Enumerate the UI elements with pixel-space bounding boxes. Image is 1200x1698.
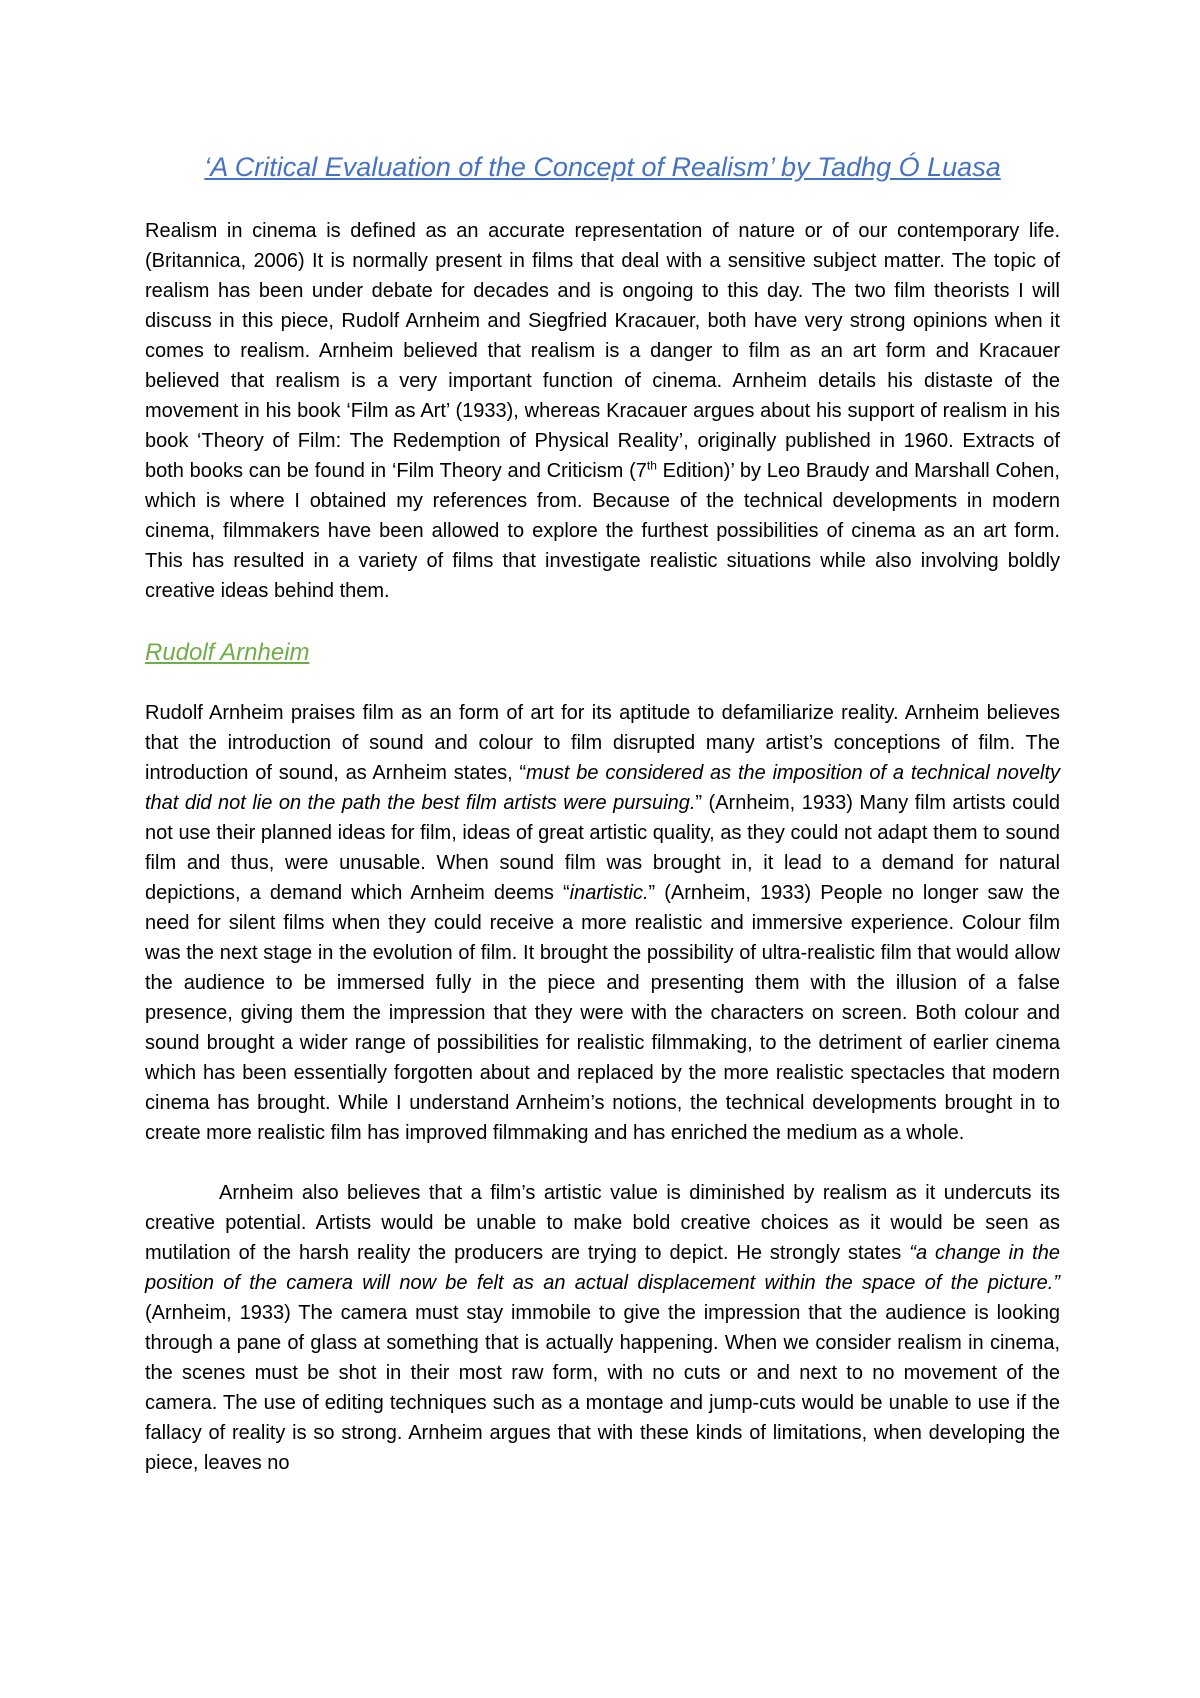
p2-text-2: (Arnheim, 1933) The camera must stay immobile to give the impression that the audience is looking through a pane of glass at something that is actually happening. When we consider realism in cinema, the scenes must be shot in their most raw form, with no cuts or and next to no movement of the camera. The use of editing techniques such as a montage and jump-cuts would be unable to use if the fallacy of reality is so strong. Arnheim argues that with these kinds of limitations, when developing the piece, leaves no [145,1302,1060,1474]
p1-text-1: Rudolf Arnheim praises film as an form of art for its aptitude to defamiliarize reality. Arnheim believes that the introduction of sound and colour to film disrupted many artist’s conceptions of film. The introduction of sound, as Arnheim states, “ [145,702,1060,784]
intro-superscript: th [646,458,657,473]
paragraph-gap [145,1148,1060,1178]
p2-text-1: Arnheim also believes that a film’s artistic value is diminished by realism as it undercuts its creative potential. Artists would be unable to make bold creative choices as it would be seen as mutilation of the harsh reality the producers are trying to depict. He strongly states [145,1182,1060,1264]
p1-text-3: ” (Arnheim, 1933) People no longer saw the need for silent films when they could receive a more realistic and immersive experience. Colour film was the next stage in the evolution of film. It brought the possibility of ultra-realistic film that would allow the audience to be immersed fully in the piece and presenting them with the illusion of a false presence, giving them the impression that they were with the characters on screen. Both colour and sound brought a wider range of possibilities for realistic filmmaking, to the detriment of earlier cinema which has been essentially forgotten about and replaced by the more realistic spectacles that modern cinema has brought. While I understand Arnheim’s notions, the technical developments brought in to create more realistic film has improved filmmaking and has enriched the medium as a whole. [145,882,1061,1144]
arnheim-paragraph-2 [145,1178,1060,1478]
p1-quote-1: must be considered as the imposition of a technical novelty that did not lie on the path the best film artists were pursuing. [145,762,1060,814]
intro-text-2: Edition)’ by Leo Braudy and Marshall Cohen, which is where I obtained my references from. Because of the technical developments in modern cinema, filmmakers have been allowed to explore the furthest possibilities of cinema as an art form. This has resulted in a variety of films that investigate realistic situations while also involving boldly creative ideas behind them. [145,460,1060,602]
p2-quote-1: “a change in the position of the camera will now be felt as an actual displacement within the space of the picture.” [145,1242,1060,1294]
arnheim-paragraph-1 [145,698,1060,1148]
intro-paragraph [145,216,1060,606]
p1-quote-2: inartistic. [569,882,649,904]
document-title: ‘A Critical Evaluation of the Concept of Realism’ by Tadhg Ó Luasa [204,152,1001,182]
section-heading: Rudolf Arnheim [145,639,310,666]
p1-text-2: ” (Arnheim, 1933) Many film artists could not use their planned ideas for film, ideas of great artistic quality, as they could not adapt them to sound film and thus, were unusable. When sound film was brought in, it lead to a demand for natural depictions, a demand which Arnheim deems “ [145,792,1060,904]
intro-text-1: Realism in cinema is defined as an accurate representation of nature or of our contemporary life. (Britannica, 2006) It is normally present in films that deal with a sensitive subject matter. The topic of realism has been under debate for decades and is ongoing to this day. The two film theorists I will discuss in this piece, Rudolf Arnheim and Siegfried Kracauer, both have very strong opinions when it comes to realism. Arnheim believed that realism is a danger to film as an art form and Kracauer believed that realism is a very important function of cinema. Arnheim details his distaste of the movement in his book ‘Film as Art’ (1933), whereas Kracauer argues about his support of realism in his book ‘Theory of Film: The Redemption of Physical Reality’, originally published in 1960. Extracts of both books can be found in ‘Film Theory and Criticism (7 [145,220,1060,482]
